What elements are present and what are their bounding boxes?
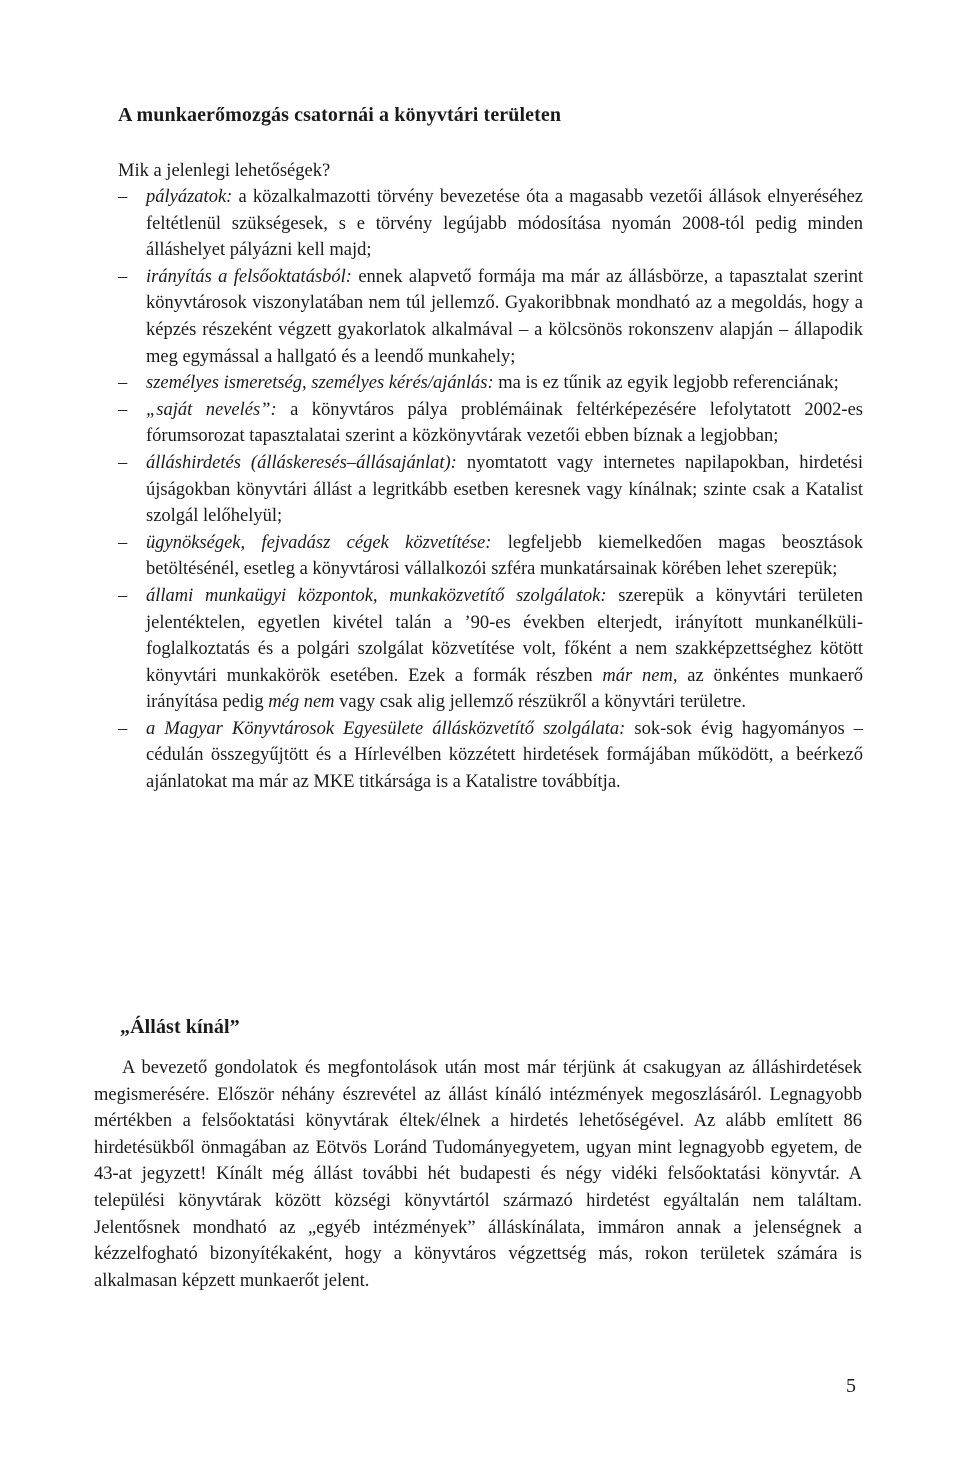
channel-list <box>118 184 863 796</box>
list-item-text: a könyvtáros pálya problémáinak feltérképezésére lefolytatott 2002-es fórumsorozat tapasztalatai szerint a közkönyvtárak vezetői ebben bíznak a legjobban; <box>146 399 863 447</box>
list-dash: – <box>118 373 128 394</box>
list-item-term: ügynökségek, fejvadász cégek közvetítése: <box>146 532 492 553</box>
list-item <box>118 397 863 450</box>
list-item-term: álláshirdetés (álláskeresés–állásajánlat): <box>146 452 457 473</box>
list-item <box>118 450 863 530</box>
list-dash: – <box>118 399 128 420</box>
list-item-text: a közalkalmazotti törvény bevezetése óta a magasabb vezetői állások elnyeréséhez feltétlenül szükségesek, s e törvény legújabb módosítása nyomán 2008-tól pedig minden álláshelyet pályázni kell majd; <box>146 187 863 261</box>
list-item-emphasis: már nem, <box>602 665 678 686</box>
list-item-text: sok-sok évig hagyományos – cédulán összegyűjtött és a Hírlevélben közzétett hirdetések formájában működött, a beérkező ajánlatokat ma már az MKE titkársága is a Katalistre továbbítja. <box>146 718 863 793</box>
list-dash: – <box>118 187 128 207</box>
list-item-text: az önkéntes munkaerő irányítása pedig <box>146 665 863 713</box>
list-item <box>118 583 863 716</box>
list-item <box>118 530 863 583</box>
list-item <box>118 716 863 796</box>
list-item-term: állami munkaügyi központok, munkaközvetítő szolgálatok: <box>146 585 607 606</box>
list-dash: – <box>118 452 128 473</box>
list-item <box>118 264 863 370</box>
section-title: A munkaerőmozgás csatornái a könyvtári területen <box>118 104 562 126</box>
list-item-text: szerepük a könyvtári területen jelentéktelen, egyetlen kivétel talán a ’90-es években elterjedt, irányított munkanélküli-foglalkoztatás és a polgári szolgálat közvetítése volt, főként a nem szakképzettséghez kötött könyvtári munkakörök esetében. Ezek a formák részben <box>146 585 863 686</box>
list-dash: – <box>118 266 128 287</box>
list-item <box>118 370 863 397</box>
list-item-term: személyes ismeretség, személyes kérés/ajánlás: <box>146 373 494 394</box>
list-item-emphasis: még nem <box>268 692 335 713</box>
list-item-text: vagy csak alig jellemző részükről a könyvtári területre. <box>334 692 747 713</box>
list-item-term: irányítás a felsőoktatásból: <box>146 266 352 287</box>
section-title: „Állást kínál” <box>120 1016 240 1038</box>
list-dash: – <box>118 585 128 606</box>
list-item <box>118 184 863 264</box>
body-paragraph: A bevezető gondolatok és megfontolások után most már térjünk át csakugyan az álláshirdetések megismerésére. Először néhány észrevétel az állást kínáló intézmények megoszlásáról. Legnagyobb mértékben a felsőoktatási könyvtárak éltek/élnek a hirdetés lehetőségével. Az alább említett 86 hirdetésükből önmagában az Eötvös Loránd Tudományegyetem, ugyan mint legnagyobb egyetem, de 43-at jegyzett! Kínált még állást további hét budapesti és négy vidéki felsőoktatási könyvtár. A települési könyvtárak között községi könyvtártól származó hirdetést egyáltalán nem találtam. Jelentősnek mondható az „egyéb intézmények” álláskínálata, immáron annak a jelenségnek a kézzelfogható bizonyítékaként, hogy a könyvtáros végzettség más, rokon területek számára is alkalmasan képzett munkaerőt jelent. <box>94 1058 862 1291</box>
list-item-term: „saját nevelés”: <box>146 399 277 420</box>
list-item-text: ma is ez tűnik az egyik legjobb referenciának; <box>493 373 839 394</box>
list-dash: – <box>118 532 128 553</box>
list-dash: – <box>118 718 128 739</box>
list-item-text: ennek alapvető formája ma már az állásbörze, a tapasztalat szerint könyvtárosok viszonylatában nem túl jellemző. Gyakoribbnak mondható az a megoldás, hogy a képzés részeként végzett gyakorlatok alkalmával – a kölcsönös rokonszenv alapján – állapodik meg egymással a hallgató és a leendő munkahely; <box>146 266 863 367</box>
list-item-term: pályázatok: <box>146 187 233 207</box>
list-item-text: nyomtatott vagy internetes napilapokban, hirdetési újságokban könyvtári állást a legritkább esetben keresnek vagy kínálnak; szinte csak a Katalist szolgál lelőhelyül; <box>146 452 863 527</box>
list-item-term: a Magyar Könyvtárosok Egyesülete állásközvetítő szolgálata: <box>146 718 626 739</box>
intro-question: Mik a jelenlegi lehetőségek? <box>118 161 331 181</box>
list-item-text: legfeljebb kiemelkedően magas beosztások betöltésénél, esetleg a könyvtárosi vállalkozói szféra munkatársainak körében lehet szerepük; <box>146 532 863 580</box>
page-number: 5 <box>846 1375 856 1397</box>
